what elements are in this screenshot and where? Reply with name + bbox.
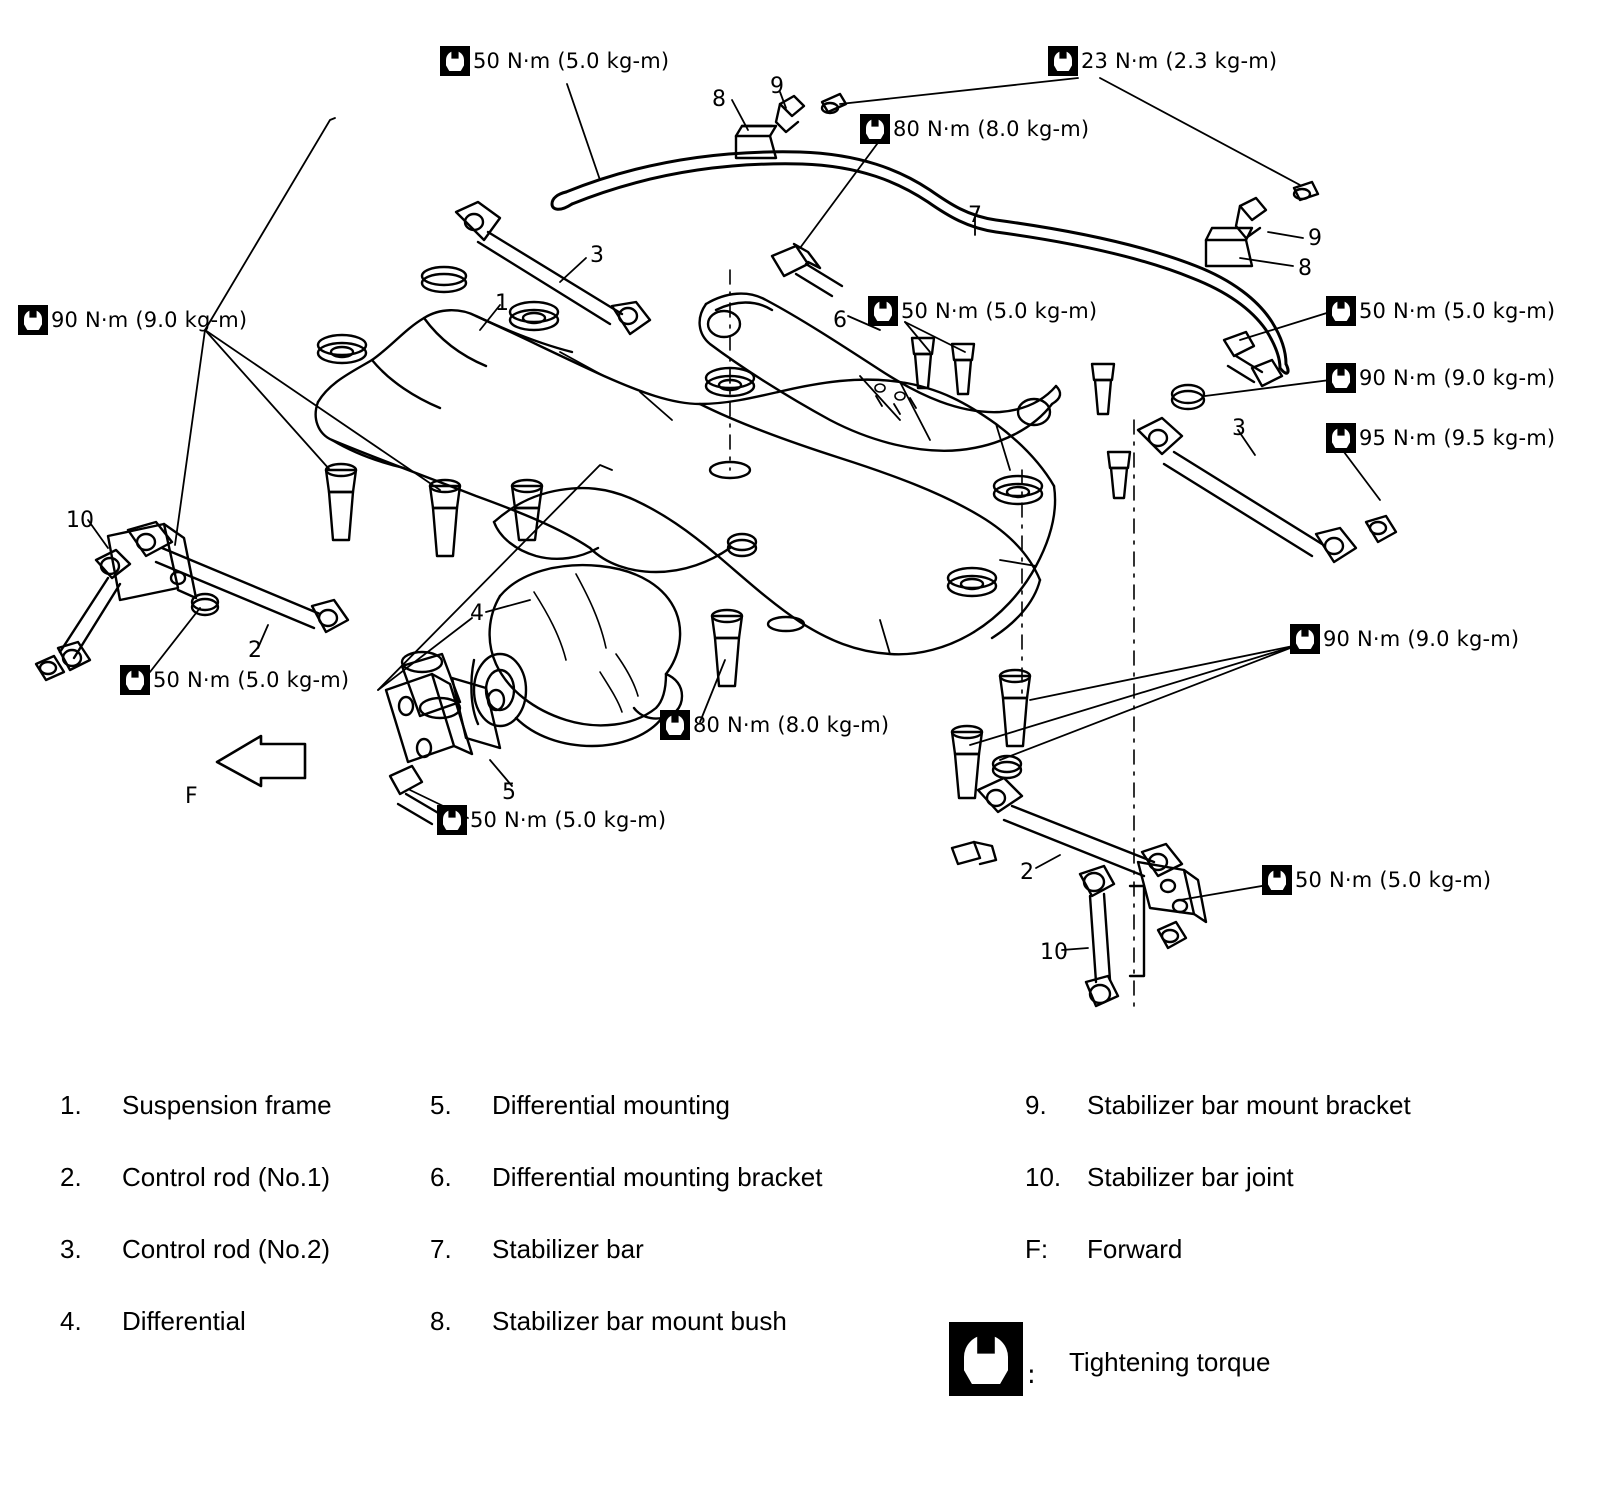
legend-number: 2. [60,1162,82,1192]
legend-column [60,1090,332,1378]
torque-wrench-icon [660,710,690,740]
legend-label: Differential mounting bracket [492,1162,823,1192]
torque-wrench-icon [120,665,150,695]
legend-label: Forward [1087,1234,1183,1264]
frame-bolts-left [192,464,542,615]
stabilizer-mount-right [1206,182,1318,266]
torque-value: 90 N·m (9.0 kg-m) [51,307,248,332]
part-number-label: 7 [968,203,982,228]
stabilizer-joint-left [36,550,130,680]
control-rod-no1-left [108,522,348,632]
part-number-label: 9 [1308,226,1322,251]
torque-wrench-icon [437,805,467,835]
legend-label: Differential mounting [492,1090,730,1120]
torque-colon: : [1027,1360,1036,1390]
torque-value: 80 N·m (8.0 kg-m) [693,712,890,737]
legend-item [60,1306,332,1378]
legend-item [1025,1234,1411,1306]
forward-arrow-icon [195,730,325,810]
frame-bolts-right [712,534,1030,798]
torque-callout [1290,624,1519,654]
legend-number: 9. [1025,1090,1047,1120]
torque-value: 50 N·m (5.0 kg-m) [153,667,350,692]
part-number-label: 6 [833,308,847,333]
legend-number: 5. [430,1090,452,1120]
torque-wrench-icon [18,305,48,335]
legend-label: Suspension frame [122,1090,332,1120]
legend-label: Differential [122,1306,246,1336]
legend-number: 10. [1025,1162,1062,1192]
differential-assembly [386,565,682,824]
legend-number: 7. [430,1234,452,1264]
control-rod-no2-right [1108,385,1396,562]
legend-label: Control rod (No.2) [122,1234,331,1264]
part-number-label: 3 [1232,416,1246,441]
torque-callout [1326,423,1555,453]
torque-wrench-icon [868,296,898,326]
part-number-label: 9 [770,74,784,99]
torque-wrench-icon [1048,46,1078,76]
torque-value: 90 N·m (9.0 kg-m) [1359,365,1556,390]
part-number-label: 3 [590,243,604,268]
torque-callout [868,296,1097,326]
torque-wrench-icon [1262,865,1292,895]
legend-item [60,1090,332,1162]
legend-item [60,1162,332,1234]
legend-item [430,1234,822,1306]
part-number-label: 10 [66,508,94,533]
torque-wrench-icon [1326,296,1356,326]
part-number-label: 8 [1298,256,1312,281]
part-number-label: 10 [1040,940,1068,965]
torque-callout [660,710,889,740]
torque-callout [120,665,349,695]
torque-value: 50 N·m (5.0 kg-m) [1359,298,1556,323]
part-number-label: 4 [470,601,484,626]
torque-callout [440,46,669,76]
legend-item [1025,1090,1411,1162]
torque-callout [1048,46,1277,76]
legend-item [430,1306,822,1378]
legend-number: 8. [430,1306,452,1336]
torque-value: 90 N·m (9.0 kg-m) [1323,626,1520,651]
part-number-label: 1 [495,291,509,316]
torque-wrench-icon [1290,624,1320,654]
torque-value: 50 N·m (5.0 kg-m) [901,298,1098,323]
legend [0,1090,1600,1490]
part-number-label: 2 [1020,860,1034,885]
torque-value: 80 N·m (8.0 kg-m) [893,116,1090,141]
torque-value: 95 N·m (9.5 kg-m) [1359,425,1556,450]
legend-label: Tightening torque [1069,1347,1271,1377]
torque-wrench-icon [1326,363,1356,393]
torque-callout [1326,296,1555,326]
torque-value: 50 N·m (5.0 kg-m) [473,48,670,73]
leader-lines [88,74,1380,950]
legend-item [60,1234,332,1306]
legend-column [1025,1090,1411,1396]
legend-number: 4. [60,1306,82,1336]
torque-wrench-icon [949,1322,1023,1396]
control-rod-no1-right [952,778,1206,922]
torque-callout [18,305,247,335]
legend-label: Stabilizer bar mount bush [492,1306,787,1336]
legend-label: Stabilizer bar joint [1087,1162,1294,1192]
legend-label: Stabilizer bar [492,1234,644,1264]
part-number-label: 2 [248,638,262,663]
legend-label: Stabilizer bar mount bracket [1087,1090,1411,1120]
legend-item [430,1090,822,1162]
legend-item [430,1162,822,1234]
legend-number: 3. [60,1234,82,1264]
torque-wrench-icon [1326,423,1356,453]
legend-number: 6. [430,1162,452,1192]
torque-callout [860,114,1089,144]
torque-value: 23 N·m (2.3 kg-m) [1081,48,1278,73]
legend-column [430,1090,822,1378]
stabilizer-mount-left [736,94,846,158]
torque-callout [1326,363,1555,393]
torque-callout [437,805,666,835]
part-number-label: 5 [502,780,516,805]
legend-number: F: [1025,1234,1049,1264]
stabilizer-joint-right [1080,866,1186,1006]
torque-value: 50 N·m (5.0 kg-m) [1295,867,1492,892]
forward-marker-label: F [185,784,198,809]
legend-item [1025,1162,1411,1234]
legend-label: Control rod (No.1) [122,1162,331,1192]
torque-wrench-icon [440,46,470,76]
torque-wrench-icon [860,114,890,144]
torque-value: 50 N·m (5.0 kg-m) [470,807,667,832]
torque-wrench-icon-legend [949,1328,1069,1396]
torque-callout [1262,865,1491,895]
legend-number: 1. [60,1090,82,1120]
legend-item-torque [1025,1306,1411,1396]
part-number-label: 8 [712,87,726,112]
